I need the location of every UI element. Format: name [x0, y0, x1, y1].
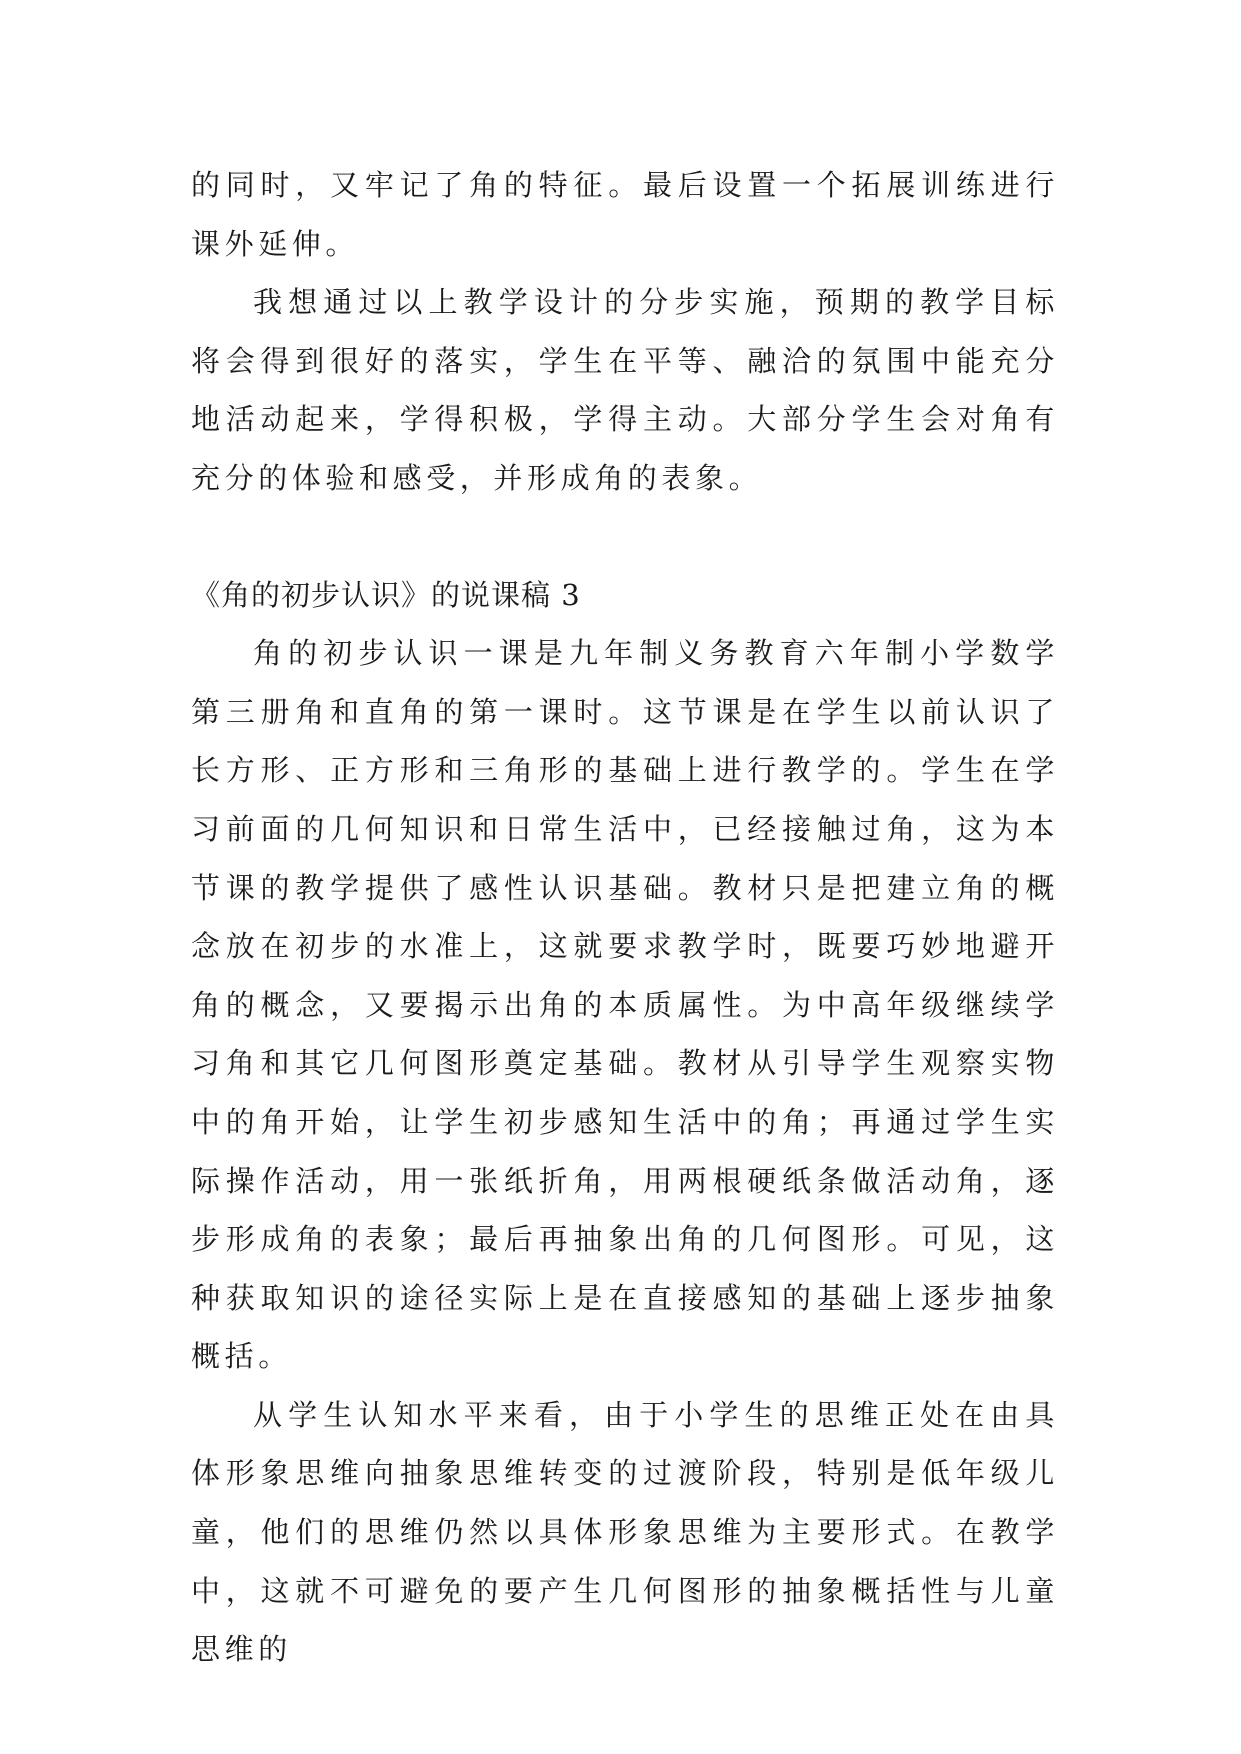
paragraph-summary: 我想通过以上教学设计的分步实施，预期的教学目标将会得到很好的落实，学生在平等、融洽的氛围中能充分地活动起来，学得积极，学得主动。大部分学生会对角有充分的体验和感受，并形成角的表象。	[191, 285, 1059, 495]
paragraph-textbook-analysis: 角的初步认识一课是九年制义务教育六年制小学数学第三册角和直角的第一课时。这节课是在学生以前认识了长方形、正方形和三角形的基础上进行教学的。学生在学习前面的几何知识和日常生活中，已经接触过角，这为本节课的教学提供了感性认识基础。教材只是把建立角的概念放在初步的水准上，这就要求教学时，既要巧妙地避开角的概念，又要揭示出角的本质属性。为中高年级继续学习角和其它几何图形奠定基础。教材从引导学生观察实物中的角开始，让学生初步感知生活中的角；再通过学生实际操作活动，用一张纸折角，用两根硬纸条做活动角，逐步形成角的表象；最后再抽象出角的几何图形。可见，这种获取知识的途径实际上是在直接感知的基础上逐步抽象概括。	[191, 636, 1059, 1374]
section-title: 《角的初步认识》的说课稿 3	[191, 577, 581, 612]
section-spacer	[191, 508, 1059, 566]
paragraph-student-analysis: 从学生认知水平来看，由于小学生的思维正处在由具体形象思维向抽象思维转变的过渡阶段，特别是低年级儿童，他们的思维仍然以具体形象思维为主要形式。在教学中，这就不可避免的要产生几何图形的抽象概括性与儿童思维的	[191, 1397, 1059, 1667]
document-body	[191, 156, 1059, 1679]
paragraph-continuation: 的同时，又牢记了角的特征。最后设置一个拓展训练进行课外延伸。	[191, 168, 1059, 261]
